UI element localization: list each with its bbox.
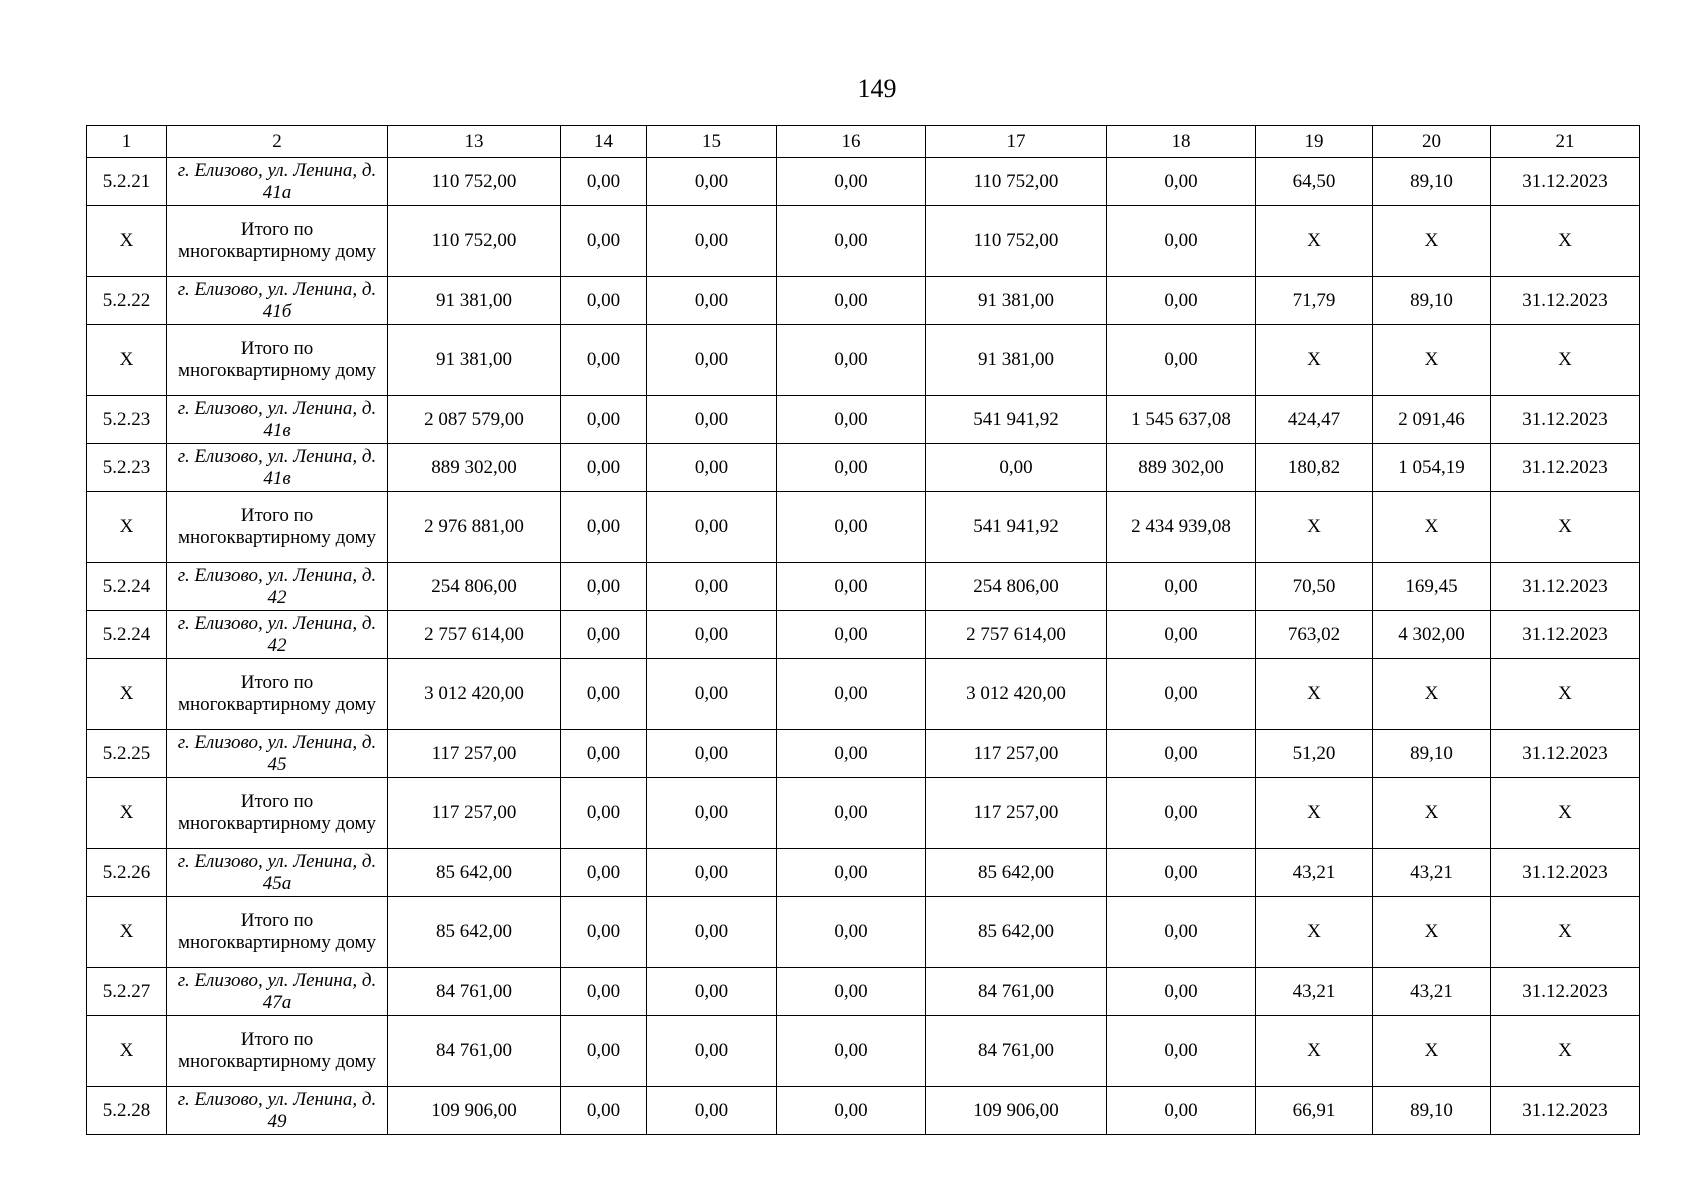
col-18-cell: 0,00 [1107, 611, 1256, 659]
col-18-cell: 889 302,00 [1107, 444, 1256, 492]
date-cell: 31.12.2023 [1491, 563, 1640, 611]
col-13-cell: 3 012 420,00 [388, 659, 561, 730]
table-row [87, 730, 1640, 778]
col-16-cell: 0,00 [777, 158, 926, 206]
address-cell: г. Елизово, ул. Ленина, д. 42 [167, 611, 388, 659]
col-20-cell: 169,45 [1373, 563, 1491, 611]
col-20-cell: X [1373, 778, 1491, 849]
col-15-cell: 0,00 [647, 659, 777, 730]
col-13-cell: 110 752,00 [388, 206, 561, 277]
item-number-cell: X [87, 492, 167, 563]
col-16-cell: 0,00 [777, 492, 926, 563]
col-14-cell: 0,00 [561, 325, 647, 396]
col-18-cell: 0,00 [1107, 897, 1256, 968]
col-17-cell: 110 752,00 [926, 158, 1107, 206]
col-13-cell: 91 381,00 [388, 277, 561, 325]
col-18-cell: 0,00 [1107, 277, 1256, 325]
col-20-cell: 43,21 [1373, 849, 1491, 897]
column-header: 2 [167, 126, 388, 158]
date-cell: X [1491, 206, 1640, 277]
date-cell: 31.12.2023 [1491, 1087, 1640, 1135]
col-13-cell: 109 906,00 [388, 1087, 561, 1135]
col-19-cell: X [1256, 1016, 1373, 1087]
col-20-cell: X [1373, 325, 1491, 396]
col-19-cell: 424,47 [1256, 396, 1373, 444]
col-17-cell: 117 257,00 [926, 730, 1107, 778]
col-17-cell: 541 941,92 [926, 396, 1107, 444]
column-header: 1 [87, 126, 167, 158]
col-17-cell: 85 642,00 [926, 849, 1107, 897]
col-15-cell: 0,00 [647, 325, 777, 396]
item-number-cell: 5.2.27 [87, 968, 167, 1016]
col-13-cell: 85 642,00 [388, 897, 561, 968]
address-cell: Итого по многоквартирному дому [167, 325, 388, 396]
col-17-cell: 91 381,00 [926, 325, 1107, 396]
address-cell: г. Елизово, ул. Ленина, д. 41а [167, 158, 388, 206]
item-number-cell: 5.2.25 [87, 730, 167, 778]
col-20-cell: 1 054,19 [1373, 444, 1491, 492]
date-cell: X [1491, 659, 1640, 730]
col-19-cell: X [1256, 492, 1373, 563]
column-header: 21 [1491, 126, 1640, 158]
col-13-cell: 889 302,00 [388, 444, 561, 492]
date-cell: 31.12.2023 [1491, 396, 1640, 444]
col-19-cell: 51,20 [1256, 730, 1373, 778]
col-20-cell: X [1373, 1016, 1491, 1087]
col-14-cell: 0,00 [561, 611, 647, 659]
col-16-cell: 0,00 [777, 849, 926, 897]
col-13-cell: 117 257,00 [388, 730, 561, 778]
col-18-cell: 1 545 637,08 [1107, 396, 1256, 444]
col-14-cell: 0,00 [561, 158, 647, 206]
col-13-cell: 117 257,00 [388, 778, 561, 849]
header-row [87, 126, 1640, 158]
col-14-cell: 0,00 [561, 1087, 647, 1135]
col-15-cell: 0,00 [647, 968, 777, 1016]
col-19-cell: 763,02 [1256, 611, 1373, 659]
item-number-cell: X [87, 1016, 167, 1087]
col-16-cell: 0,00 [777, 206, 926, 277]
item-number-cell: 5.2.21 [87, 158, 167, 206]
col-17-cell: 0,00 [926, 444, 1107, 492]
col-14-cell: 0,00 [561, 968, 647, 1016]
table-body [87, 158, 1640, 1135]
total-row [87, 206, 1640, 277]
date-cell: X [1491, 492, 1640, 563]
page-number: 149 [857, 74, 897, 103]
col-19-cell: X [1256, 659, 1373, 730]
item-number-cell: X [87, 778, 167, 849]
col-19-cell: X [1256, 778, 1373, 849]
table-row [87, 849, 1640, 897]
item-number-cell: 5.2.22 [87, 277, 167, 325]
address-cell: Итого по многоквартирному дому [167, 897, 388, 968]
column-header: 16 [777, 126, 926, 158]
col-13-cell: 2 757 614,00 [388, 611, 561, 659]
col-13-cell: 254 806,00 [388, 563, 561, 611]
date-cell: 31.12.2023 [1491, 968, 1640, 1016]
col-20-cell: 89,10 [1373, 277, 1491, 325]
col-15-cell: 0,00 [647, 849, 777, 897]
col-19-cell: 180,82 [1256, 444, 1373, 492]
col-15-cell: 0,00 [647, 158, 777, 206]
col-15-cell: 0,00 [647, 444, 777, 492]
date-cell: 31.12.2023 [1491, 849, 1640, 897]
table-row [87, 968, 1640, 1016]
col-15-cell: 0,00 [647, 611, 777, 659]
col-20-cell: 43,21 [1373, 968, 1491, 1016]
col-15-cell: 0,00 [647, 563, 777, 611]
col-17-cell: 85 642,00 [926, 897, 1107, 968]
total-row [87, 1016, 1640, 1087]
col-15-cell: 0,00 [647, 396, 777, 444]
col-13-cell: 84 761,00 [388, 968, 561, 1016]
table-row [87, 444, 1640, 492]
col-17-cell: 110 752,00 [926, 206, 1107, 277]
col-20-cell: 89,10 [1373, 158, 1491, 206]
col-19-cell: X [1256, 897, 1373, 968]
column-header: 19 [1256, 126, 1373, 158]
housing-register-table [86, 125, 1640, 1135]
col-18-cell: 0,00 [1107, 778, 1256, 849]
col-16-cell: 0,00 [777, 325, 926, 396]
table-row [87, 611, 1640, 659]
total-row [87, 325, 1640, 396]
date-cell: X [1491, 1016, 1640, 1087]
item-number-cell: X [87, 206, 167, 277]
date-cell: X [1491, 897, 1640, 968]
col-17-cell: 84 761,00 [926, 1016, 1107, 1087]
table-row [87, 277, 1640, 325]
col-20-cell: X [1373, 492, 1491, 563]
table-row [87, 158, 1640, 206]
col-13-cell: 2 976 881,00 [388, 492, 561, 563]
col-18-cell: 0,00 [1107, 849, 1256, 897]
item-number-cell: 5.2.23 [87, 444, 167, 492]
address-cell: Итого по многоквартирному дому [167, 206, 388, 277]
col-14-cell: 0,00 [561, 730, 647, 778]
col-16-cell: 0,00 [777, 659, 926, 730]
col-14-cell: 0,00 [561, 492, 647, 563]
total-row [87, 659, 1640, 730]
col-14-cell: 0,00 [561, 849, 647, 897]
item-number-cell: 5.2.28 [87, 1087, 167, 1135]
address-cell: г. Елизово, ул. Ленина, д. 45а [167, 849, 388, 897]
col-15-cell: 0,00 [647, 897, 777, 968]
col-16-cell: 0,00 [777, 277, 926, 325]
date-cell: 31.12.2023 [1491, 277, 1640, 325]
col-20-cell: 89,10 [1373, 1087, 1491, 1135]
col-14-cell: 0,00 [561, 563, 647, 611]
address-cell: Итого по многоквартирному дому [167, 492, 388, 563]
col-18-cell: 2 434 939,08 [1107, 492, 1256, 563]
col-19-cell: 70,50 [1256, 563, 1373, 611]
col-20-cell: 4 302,00 [1373, 611, 1491, 659]
col-18-cell: 0,00 [1107, 206, 1256, 277]
col-16-cell: 0,00 [777, 1016, 926, 1087]
col-17-cell: 3 012 420,00 [926, 659, 1107, 730]
col-16-cell: 0,00 [777, 897, 926, 968]
date-cell: X [1491, 778, 1640, 849]
col-16-cell: 0,00 [777, 778, 926, 849]
col-19-cell: X [1256, 325, 1373, 396]
col-18-cell: 0,00 [1107, 1087, 1256, 1135]
col-13-cell: 91 381,00 [388, 325, 561, 396]
col-16-cell: 0,00 [777, 1087, 926, 1135]
col-15-cell: 0,00 [647, 730, 777, 778]
column-header: 14 [561, 126, 647, 158]
col-19-cell: X [1256, 206, 1373, 277]
date-cell: 31.12.2023 [1491, 444, 1640, 492]
address-cell: г. Елизово, ул. Ленина, д. 41б [167, 277, 388, 325]
address-cell: Итого по многоквартирному дому [167, 778, 388, 849]
col-17-cell: 2 757 614,00 [926, 611, 1107, 659]
table-row [87, 1087, 1640, 1135]
column-header: 20 [1373, 126, 1491, 158]
total-row [87, 897, 1640, 968]
col-16-cell: 0,00 [777, 563, 926, 611]
item-number-cell: 5.2.24 [87, 563, 167, 611]
col-18-cell: 0,00 [1107, 659, 1256, 730]
item-number-cell: 5.2.24 [87, 611, 167, 659]
col-18-cell: 0,00 [1107, 158, 1256, 206]
col-18-cell: 0,00 [1107, 968, 1256, 1016]
col-16-cell: 0,00 [777, 444, 926, 492]
col-18-cell: 0,00 [1107, 563, 1256, 611]
address-cell: г. Елизово, ул. Ленина, д. 41в [167, 444, 388, 492]
total-row [87, 778, 1640, 849]
col-15-cell: 0,00 [647, 277, 777, 325]
col-16-cell: 0,00 [777, 968, 926, 1016]
col-13-cell: 2 087 579,00 [388, 396, 561, 444]
col-14-cell: 0,00 [561, 659, 647, 730]
col-14-cell: 0,00 [561, 277, 647, 325]
date-cell: 31.12.2023 [1491, 611, 1640, 659]
col-13-cell: 84 761,00 [388, 1016, 561, 1087]
column-header: 13 [388, 126, 561, 158]
col-14-cell: 0,00 [561, 897, 647, 968]
address-cell: г. Елизово, ул. Ленина, д. 47а [167, 968, 388, 1016]
col-20-cell: X [1373, 206, 1491, 277]
col-18-cell: 0,00 [1107, 730, 1256, 778]
col-18-cell: 0,00 [1107, 1016, 1256, 1087]
date-cell: X [1491, 325, 1640, 396]
address-cell: Итого по многоквартирному дому [167, 1016, 388, 1087]
total-row [87, 492, 1640, 563]
address-cell: г. Елизово, ул. Ленина, д. 45 [167, 730, 388, 778]
col-15-cell: 0,00 [647, 492, 777, 563]
col-17-cell: 254 806,00 [926, 563, 1107, 611]
col-15-cell: 0,00 [647, 1016, 777, 1087]
col-13-cell: 110 752,00 [388, 158, 561, 206]
col-13-cell: 85 642,00 [388, 849, 561, 897]
col-17-cell: 91 381,00 [926, 277, 1107, 325]
col-14-cell: 0,00 [561, 444, 647, 492]
date-cell: 31.12.2023 [1491, 158, 1640, 206]
col-14-cell: 0,00 [561, 396, 647, 444]
item-number-cell: X [87, 659, 167, 730]
col-19-cell: 66,91 [1256, 1087, 1373, 1135]
item-number-cell: 5.2.26 [87, 849, 167, 897]
col-19-cell: 43,21 [1256, 968, 1373, 1016]
address-cell: Итого по многоквартирному дому [167, 659, 388, 730]
col-16-cell: 0,00 [777, 396, 926, 444]
table-row [87, 396, 1640, 444]
col-17-cell: 84 761,00 [926, 968, 1107, 1016]
col-17-cell: 541 941,92 [926, 492, 1107, 563]
column-header: 18 [1107, 126, 1256, 158]
item-number-cell: X [87, 325, 167, 396]
col-19-cell: 71,79 [1256, 277, 1373, 325]
col-20-cell: X [1373, 897, 1491, 968]
col-20-cell: 89,10 [1373, 730, 1491, 778]
col-17-cell: 117 257,00 [926, 778, 1107, 849]
column-header: 17 [926, 126, 1107, 158]
item-number-cell: 5.2.23 [87, 396, 167, 444]
col-18-cell: 0,00 [1107, 325, 1256, 396]
col-15-cell: 0,00 [647, 206, 777, 277]
date-cell: 31.12.2023 [1491, 730, 1640, 778]
address-cell: г. Елизово, ул. Ленина, д. 49 [167, 1087, 388, 1135]
address-cell: г. Елизово, ул. Ленина, д. 42 [167, 563, 388, 611]
item-number-cell: X [87, 897, 167, 968]
col-16-cell: 0,00 [777, 730, 926, 778]
col-14-cell: 0,00 [561, 1016, 647, 1087]
col-19-cell: 64,50 [1256, 158, 1373, 206]
col-15-cell: 0,00 [647, 778, 777, 849]
col-17-cell: 109 906,00 [926, 1087, 1107, 1135]
col-20-cell: 2 091,46 [1373, 396, 1491, 444]
address-cell: г. Елизово, ул. Ленина, д. 41в [167, 396, 388, 444]
col-19-cell: 43,21 [1256, 849, 1373, 897]
col-20-cell: X [1373, 659, 1491, 730]
col-14-cell: 0,00 [561, 778, 647, 849]
col-15-cell: 0,00 [647, 1087, 777, 1135]
col-16-cell: 0,00 [777, 611, 926, 659]
column-header: 15 [647, 126, 777, 158]
col-14-cell: 0,00 [561, 206, 647, 277]
table-row [87, 563, 1640, 611]
